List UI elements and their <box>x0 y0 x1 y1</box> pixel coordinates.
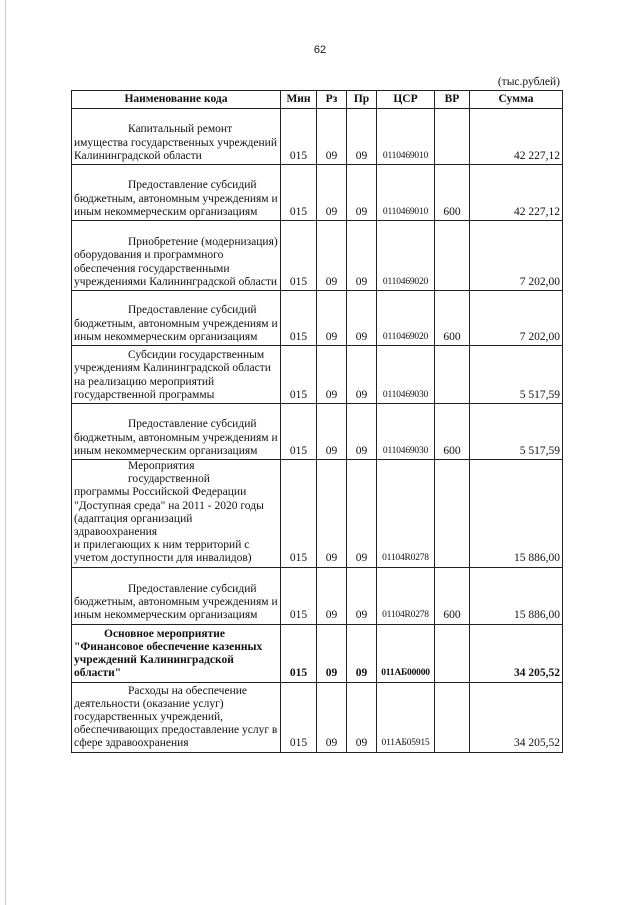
row-vr <box>435 221 470 291</box>
row-name-line: Субсидии государственным <box>128 349 265 362</box>
table-row <box>72 291 563 346</box>
row-csr: 0110469030 <box>377 404 435 460</box>
row-name <box>72 165 281 221</box>
row-pr: 09 <box>347 165 377 221</box>
row-name <box>72 682 281 752</box>
row-name-line: иным некоммерческим организациям <box>74 205 258 218</box>
row-rz: 09 <box>317 624 347 682</box>
row-pr: 09 <box>347 221 377 291</box>
row-vr <box>435 346 470 404</box>
row-min: 015 <box>281 291 317 346</box>
row-name-line: Предоставление субсидий <box>128 418 257 431</box>
row-pr: 09 <box>347 291 377 346</box>
row-sum: 34 205,52 <box>470 624 563 682</box>
row-name-line: "Доступная среда" на 2011 - 2020 годы <box>74 499 264 512</box>
header-min: Мин <box>281 91 317 109</box>
row-csr: 01104R0278 <box>377 460 435 568</box>
row-csr: 0110469020 <box>377 221 435 291</box>
table-row <box>72 346 563 404</box>
header-vr: ВР <box>435 91 470 109</box>
row-rz: 09 <box>317 291 347 346</box>
row-csr: 0110469030 <box>377 346 435 404</box>
row-min: 015 <box>281 460 317 568</box>
row-vr: 600 <box>435 165 470 221</box>
row-sum: 7 202,00 <box>470 291 563 346</box>
row-vr <box>435 682 470 752</box>
row-name-line: учреждений Калининградской <box>74 654 234 667</box>
header-rz: Рз <box>317 91 347 109</box>
row-name-line: сфере здравоохранения <box>74 737 189 750</box>
header-pr: Пр <box>347 91 377 109</box>
row-pr: 09 <box>347 460 377 568</box>
row-sum: 5 517,59 <box>470 404 563 460</box>
row-name-line: и прилегающих к ним территорий с <box>74 539 250 552</box>
row-sum: 42 227,12 <box>470 165 563 221</box>
table-row <box>72 109 563 165</box>
row-min: 015 <box>281 221 317 291</box>
row-name-line: Основное мероприятие <box>104 627 226 640</box>
row-name-line: Предоставление субсидий <box>128 304 257 317</box>
row-name-line: Расходы на обеспечение <box>128 684 247 697</box>
row-pr: 09 <box>347 346 377 404</box>
row-sum: 15 886,00 <box>470 567 563 624</box>
row-name-line: учреждениями Калининградской области <box>74 275 278 288</box>
table-row <box>72 221 563 291</box>
row-name <box>72 624 281 682</box>
row-name-line: Калининградской области <box>74 149 202 162</box>
row-rz: 09 <box>317 682 347 752</box>
row-name-line: на реализацию мероприятий <box>74 375 215 388</box>
row-csr: 011АБ05915 <box>377 682 435 752</box>
row-vr: 600 <box>435 291 470 346</box>
row-min: 015 <box>281 404 317 460</box>
row-rz: 09 <box>317 221 347 291</box>
row-rz: 09 <box>317 109 347 165</box>
row-pr: 09 <box>347 109 377 165</box>
table-row <box>72 567 563 624</box>
row-name <box>72 221 281 291</box>
row-name <box>72 404 281 460</box>
table-row <box>72 460 563 568</box>
row-vr <box>435 109 470 165</box>
row-csr: 0110469010 <box>377 165 435 221</box>
row-min: 015 <box>281 346 317 404</box>
row-name-line: бюджетным, автономным учреждениям и <box>74 596 278 609</box>
row-name-line: оборудования и программного <box>74 249 224 262</box>
row-vr <box>435 624 470 682</box>
row-name-line: "Финансовое обеспечение казенных <box>74 641 263 654</box>
row-name <box>72 460 281 568</box>
row-name-line: имущества государственных учреждений <box>74 136 277 149</box>
row-name-line: Мероприятия государственной <box>128 460 210 486</box>
row-vr: 600 <box>435 404 470 460</box>
units-label: (тыс.рублей) <box>497 76 560 88</box>
row-min: 015 <box>281 682 317 752</box>
row-name-line: Предоставление субсидий <box>128 179 257 192</box>
header-csr: ЦСР <box>377 91 435 109</box>
page-number: 62 <box>313 44 327 56</box>
row-name-line: бюджетным, автономным учреждениям и <box>74 317 278 330</box>
row-name-line: иным некоммерческим организациям <box>74 609 258 622</box>
row-name-line: Предоставление субсидий <box>128 583 257 596</box>
row-name-line: деятельности (оказание услуг) <box>74 697 224 710</box>
table-row <box>72 624 563 682</box>
row-name-line: государственной программы <box>74 388 215 401</box>
row-min: 015 <box>281 567 317 624</box>
row-name <box>72 291 281 346</box>
row-name-line: обеспечения государственными <box>74 262 230 275</box>
row-name-line: бюджетным, автономным учреждениям и <box>74 192 278 205</box>
row-name-line: учетом доступности для инвалидов) <box>74 552 252 565</box>
table-body <box>72 109 563 753</box>
row-min: 015 <box>281 165 317 221</box>
row-sum: 5 517,59 <box>470 346 563 404</box>
row-csr: 0110469010 <box>377 109 435 165</box>
row-name <box>72 109 281 165</box>
row-name-line: Капитальный ремонт <box>128 123 233 136</box>
header-sum: Сумма <box>470 91 563 109</box>
row-name-line: учреждениям Калининградской области <box>74 362 271 375</box>
row-min: 015 <box>281 624 317 682</box>
row-sum: 7 202,00 <box>470 221 563 291</box>
row-rz: 09 <box>317 460 347 568</box>
row-pr: 09 <box>347 624 377 682</box>
row-name-line: области" <box>74 667 122 680</box>
row-name-line: обеспечивающих предоставление услуг в <box>74 724 278 737</box>
row-name-line: программы Российской Федерации <box>74 486 247 499</box>
row-sum: 42 227,12 <box>470 109 563 165</box>
row-name-line: (адаптация организаций здравоохранения <box>74 512 193 539</box>
row-rz: 09 <box>317 567 347 624</box>
row-name <box>72 346 281 404</box>
header-name: Наименование кода <box>72 91 281 109</box>
table-row <box>72 404 563 460</box>
row-name-line: государственных учреждений, <box>74 711 224 724</box>
table-row <box>72 165 563 221</box>
row-name-line: иным некоммерческим организациям <box>74 444 258 457</box>
row-pr: 09 <box>347 567 377 624</box>
row-rz: 09 <box>317 404 347 460</box>
row-csr: 0110469020 <box>377 291 435 346</box>
row-csr: 01104R0278 <box>377 567 435 624</box>
table-row <box>72 682 563 752</box>
row-pr: 09 <box>347 682 377 752</box>
row-vr: 600 <box>435 567 470 624</box>
row-name-line: иным некоммерческим организациям <box>74 330 258 343</box>
row-min: 015 <box>281 109 317 165</box>
header-row <box>72 91 563 109</box>
row-name <box>72 567 281 624</box>
row-rz: 09 <box>317 165 347 221</box>
row-vr <box>435 460 470 568</box>
row-name-line: Приобретение (модернизация) <box>128 236 278 249</box>
row-name-line: бюджетным, автономным учреждениям и <box>74 431 278 444</box>
row-csr: 011АБ00000 <box>377 624 435 682</box>
row-rz: 09 <box>317 346 347 404</box>
row-pr: 09 <box>347 404 377 460</box>
scan-edge <box>5 0 6 905</box>
budget-table <box>71 90 563 753</box>
row-sum: 15 886,00 <box>470 460 563 568</box>
row-sum: 34 205,52 <box>470 682 563 752</box>
